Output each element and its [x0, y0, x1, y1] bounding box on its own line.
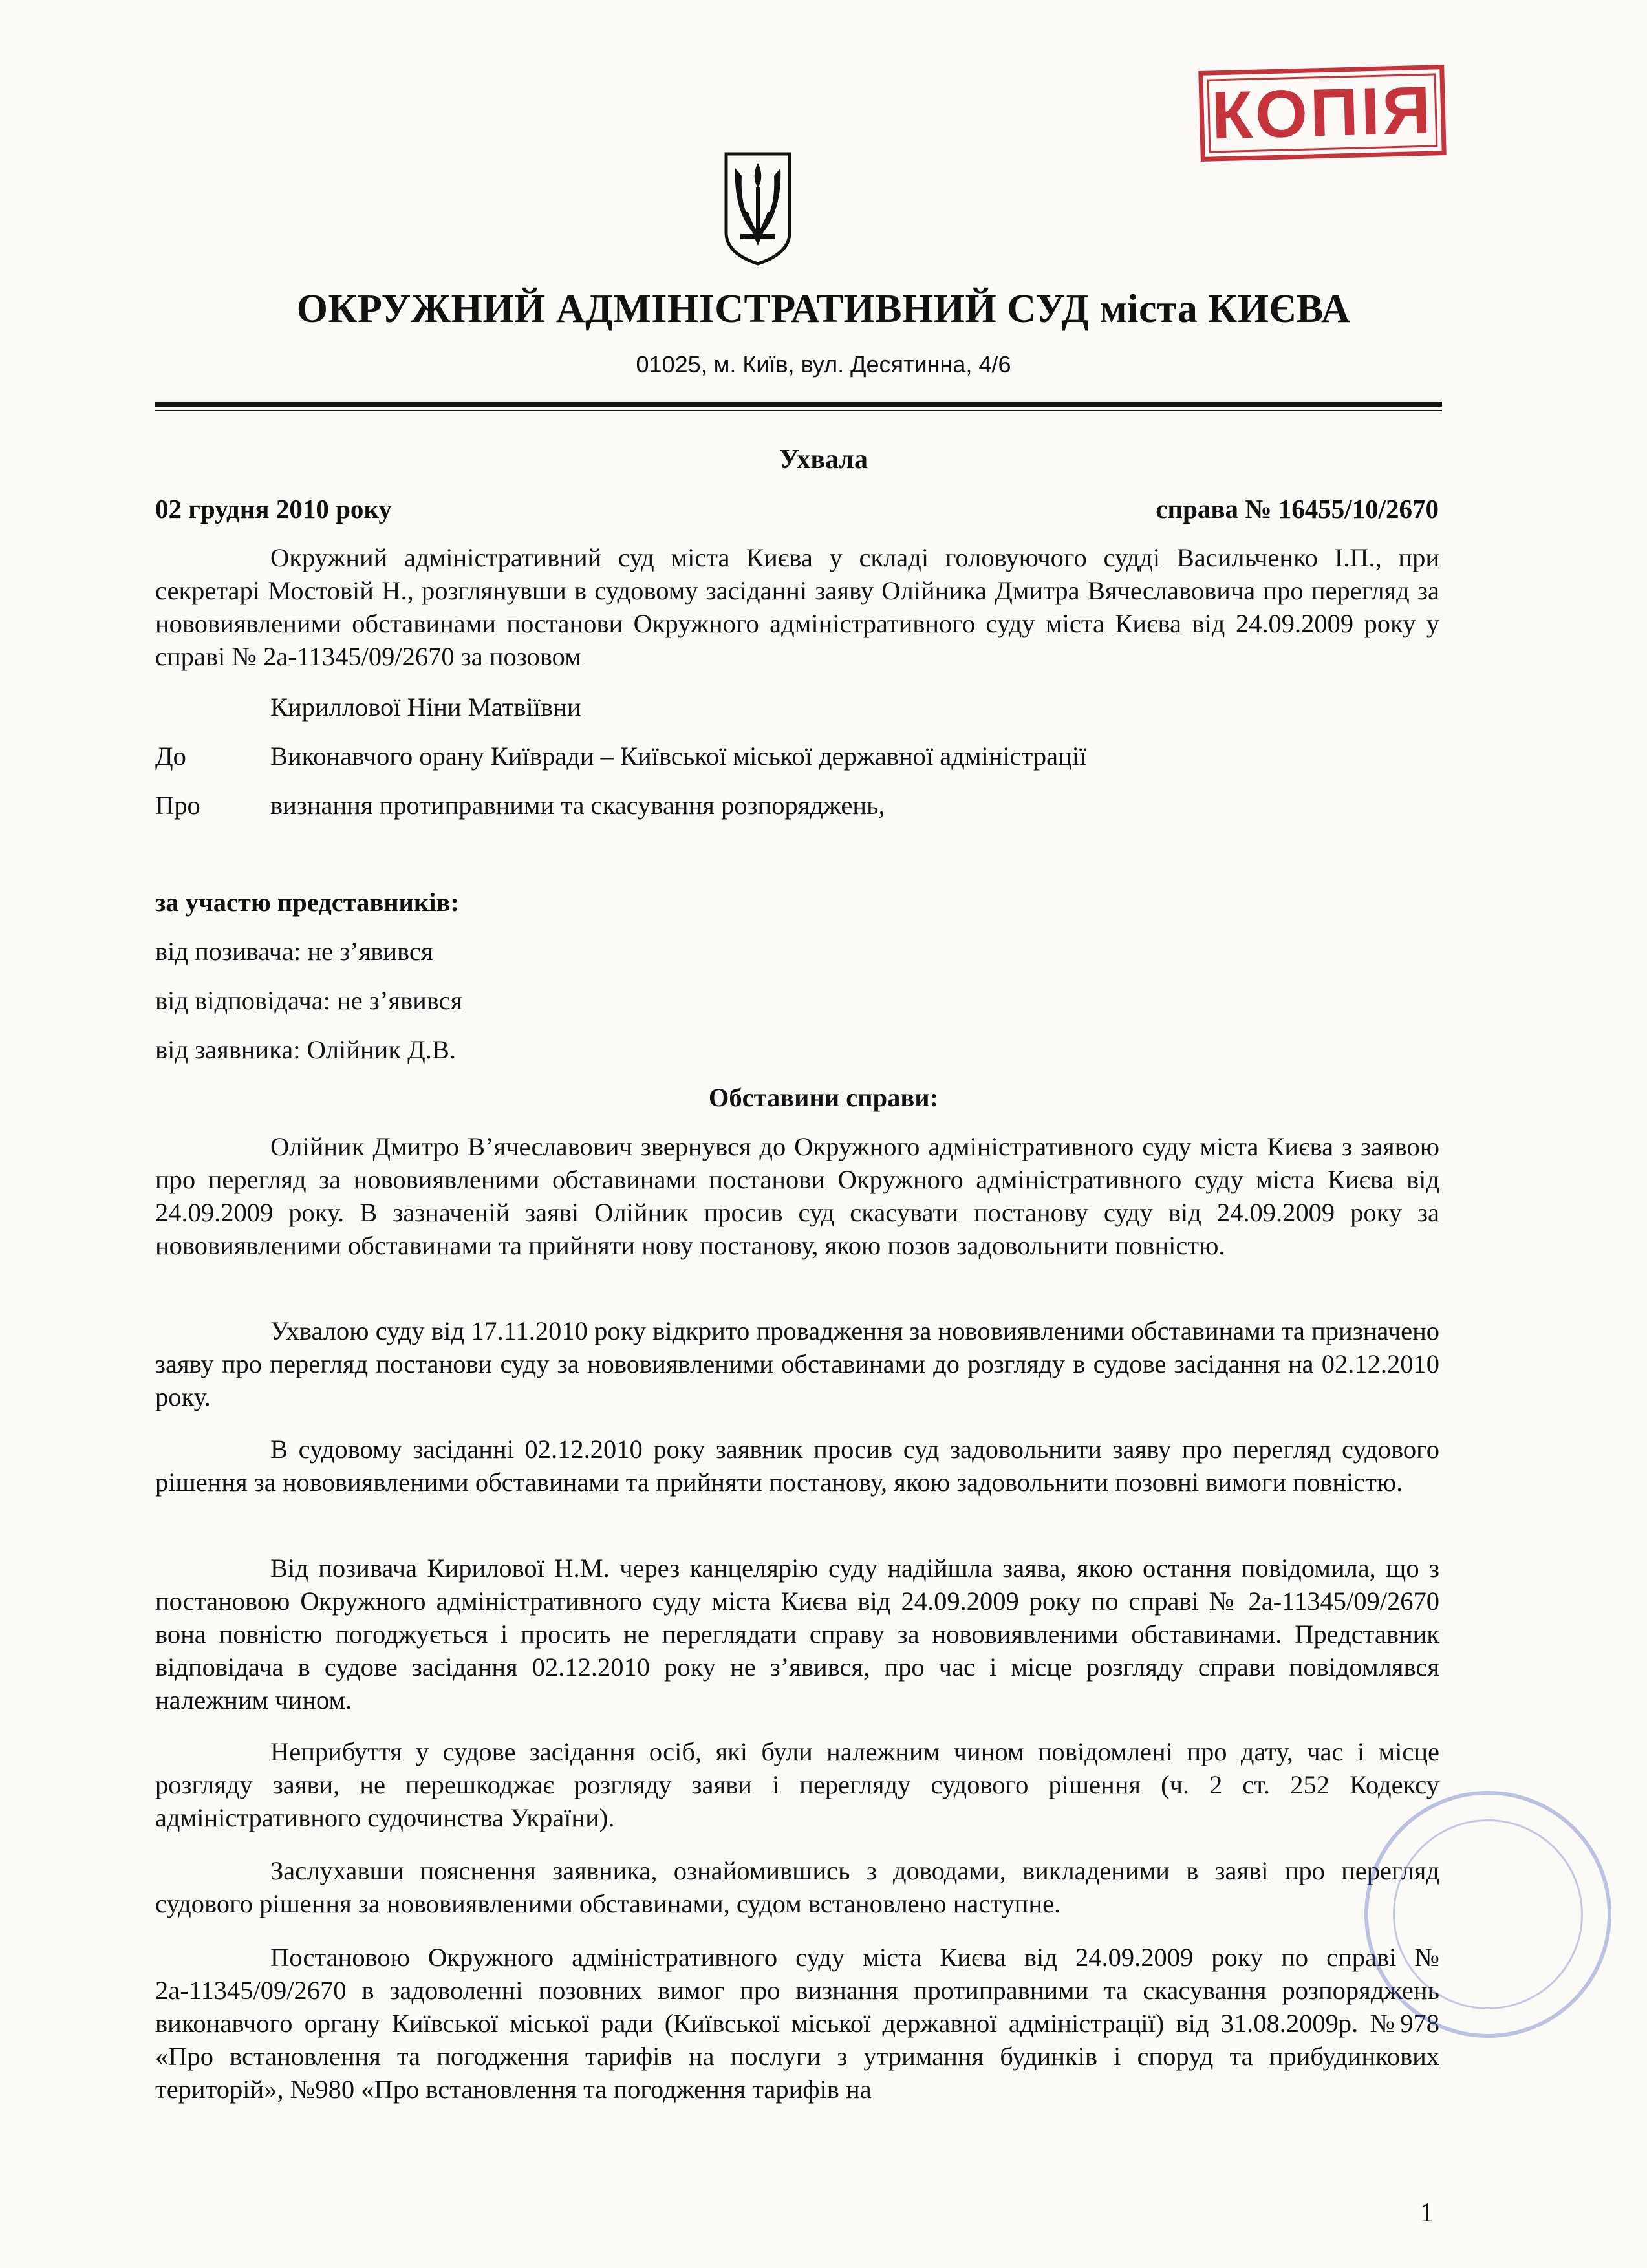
circumstances-paragraph-7-block	[155, 1941, 1439, 2106]
circumstances-paragraph-6-block	[155, 1854, 1439, 1920]
copy-stamp-label: КОПІЯ	[1211, 72, 1434, 154]
case-subject: визнання протиправними та скасування розпоряджень,	[270, 791, 885, 820]
plaintiff-name: Кириллової Ніни Матвіївни	[270, 692, 581, 722]
header-divider-thick	[155, 402, 1442, 407]
defendant-representative: від відповідача: не з’явився	[155, 986, 463, 1015]
round-seal	[1364, 1791, 1611, 2038]
applicant-representative: від заявника: Олійник Д.В.	[155, 1035, 457, 1064]
intro-paragraph-block	[155, 541, 1439, 673]
case-number: справа № 16455/10/2670	[1156, 494, 1439, 524]
circumstances-paragraph: Від позивача Кирилової Н.М. через канцелярію суду надійшла заява, якою остання повідомила, що з постановою Окружного адміністративного суду міста Києва від 24.09.2009 року по справі № 2а-11345/09/2670 вона повністю погоджується і просить не переглядати справу за нововиявленими обставинами. Представник відповідача в судове засідання 02.12.2010 року не з’явився, про час і місце розгляду справи повідомлявся належним чином.	[155, 1554, 1439, 1715]
document-date: 02 грудня 2010 року	[155, 494, 392, 524]
intro-paragraph: Окружний адміністративний суд міста Києва у складі головуючого судді Васильченко І.П., при секретарі Мостовій Н., розглянувши в судовому засіданні заяву Олійника Дмитра Вячеславовича про перегляд за нововиявленими обставинами постанови Окружного адміністративного суду міста Києва від 24.09.2009 року у справі № 2а-11345/09/2670 за позовом	[155, 543, 1439, 671]
circumstances-paragraph: Неприбуття у судове засідання осіб, які були належним чином повідомлені про дату, час і місце розгляду заяви, не перешкоджає розгляду заяви і перегляду судового рішення (ч. 2 ст. 252 Кодексу адміністративного судочинства України).	[155, 1737, 1439, 1832]
circumstances-paragraph: Олійник Дмитро В’ячеславович звернувся до Окружного адміністративного суду міста Києва з заявою про перегляд за нововиявленими обставинами постанови Окружного адміністративного суду міста Києва від 24.09.2009 року. В зазначеній заяві Олійник просив суд скасувати постанову суду від 24.09.2009 року за нововиявленими обставинами та прийняти нову постанову, якою позов задовольнити повністю.	[155, 1132, 1439, 1260]
circumstances-title: Обставини справи:	[708, 1083, 939, 1112]
page-number: 1	[1420, 2198, 1434, 2228]
circumstances-paragraph-2-block	[155, 1314, 1439, 1413]
defendant-name: Виконавчого орану Київради – Київської міської державної адміністрації	[270, 742, 1087, 771]
circumstances-paragraph: Ухвалою суду від 17.11.2010 року відкрито провадження за нововиявленими обставинами та призначено заяву про перегляд постанови суду за нововиявленими обставинами до розгляду в судове засідання на 02.12.2010 року.	[155, 1316, 1439, 1411]
trident-emblem-icon	[722, 150, 793, 266]
circumstances-paragraph-4-block	[155, 1552, 1439, 1717]
court-address: 01025, м. Київ, вул. Десятинна, 4/6	[636, 351, 1011, 378]
circumstances-paragraph-5-block	[155, 1735, 1439, 1834]
document-type: Ухвала	[779, 445, 868, 475]
circumstances-paragraph-3-block	[155, 1433, 1439, 1499]
representatives-title: за участю представників:	[155, 888, 459, 917]
circumstances-paragraph: Заслухавши пояснення заявника, ознайомившись з доводами, викладеними в заяві про перегляд судового рішення за нововиявленими обставинами, судом встановлено наступне.	[155, 1856, 1439, 1918]
circumstances-paragraph-1-block	[155, 1130, 1439, 1262]
header-divider-thin	[155, 410, 1442, 411]
to-label: До	[155, 742, 186, 771]
circumstances-paragraph: Постановою Окружного адміністративного суду міста Києва від 24.09.2009 року по справі № 2а-11345/09/2670 в задоволенні позовних вимог про визнання протиправними та скасування розпоряджень виконавчого органу Київської міської ради (Київської міської державної адміністрації) від 31.08.2009р. №978 «Про встановлення та погодження тарифів на послуги з утримання будинків і споруд та прибудинкових територій», №980 «Про встановлення та погодження тарифів на	[155, 1943, 1439, 2104]
copy-stamp	[1198, 65, 1447, 162]
plaintiff-representative: від позивача: не з’явився	[155, 937, 433, 966]
circumstances-paragraph: В судовому засіданні 02.12.2010 року заявник просив суд задовольнити заяву про перегляд судового рішення за нововиявленими обставинами та прийняти постанову, якою задовольнити позовні вимоги повністю.	[155, 1435, 1439, 1497]
court-name: ОКРУЖНИЙ АДМІНІСТРАТИВНИЙ СУД міста КИЄВА	[296, 287, 1351, 331]
about-label: Про	[155, 791, 200, 820]
